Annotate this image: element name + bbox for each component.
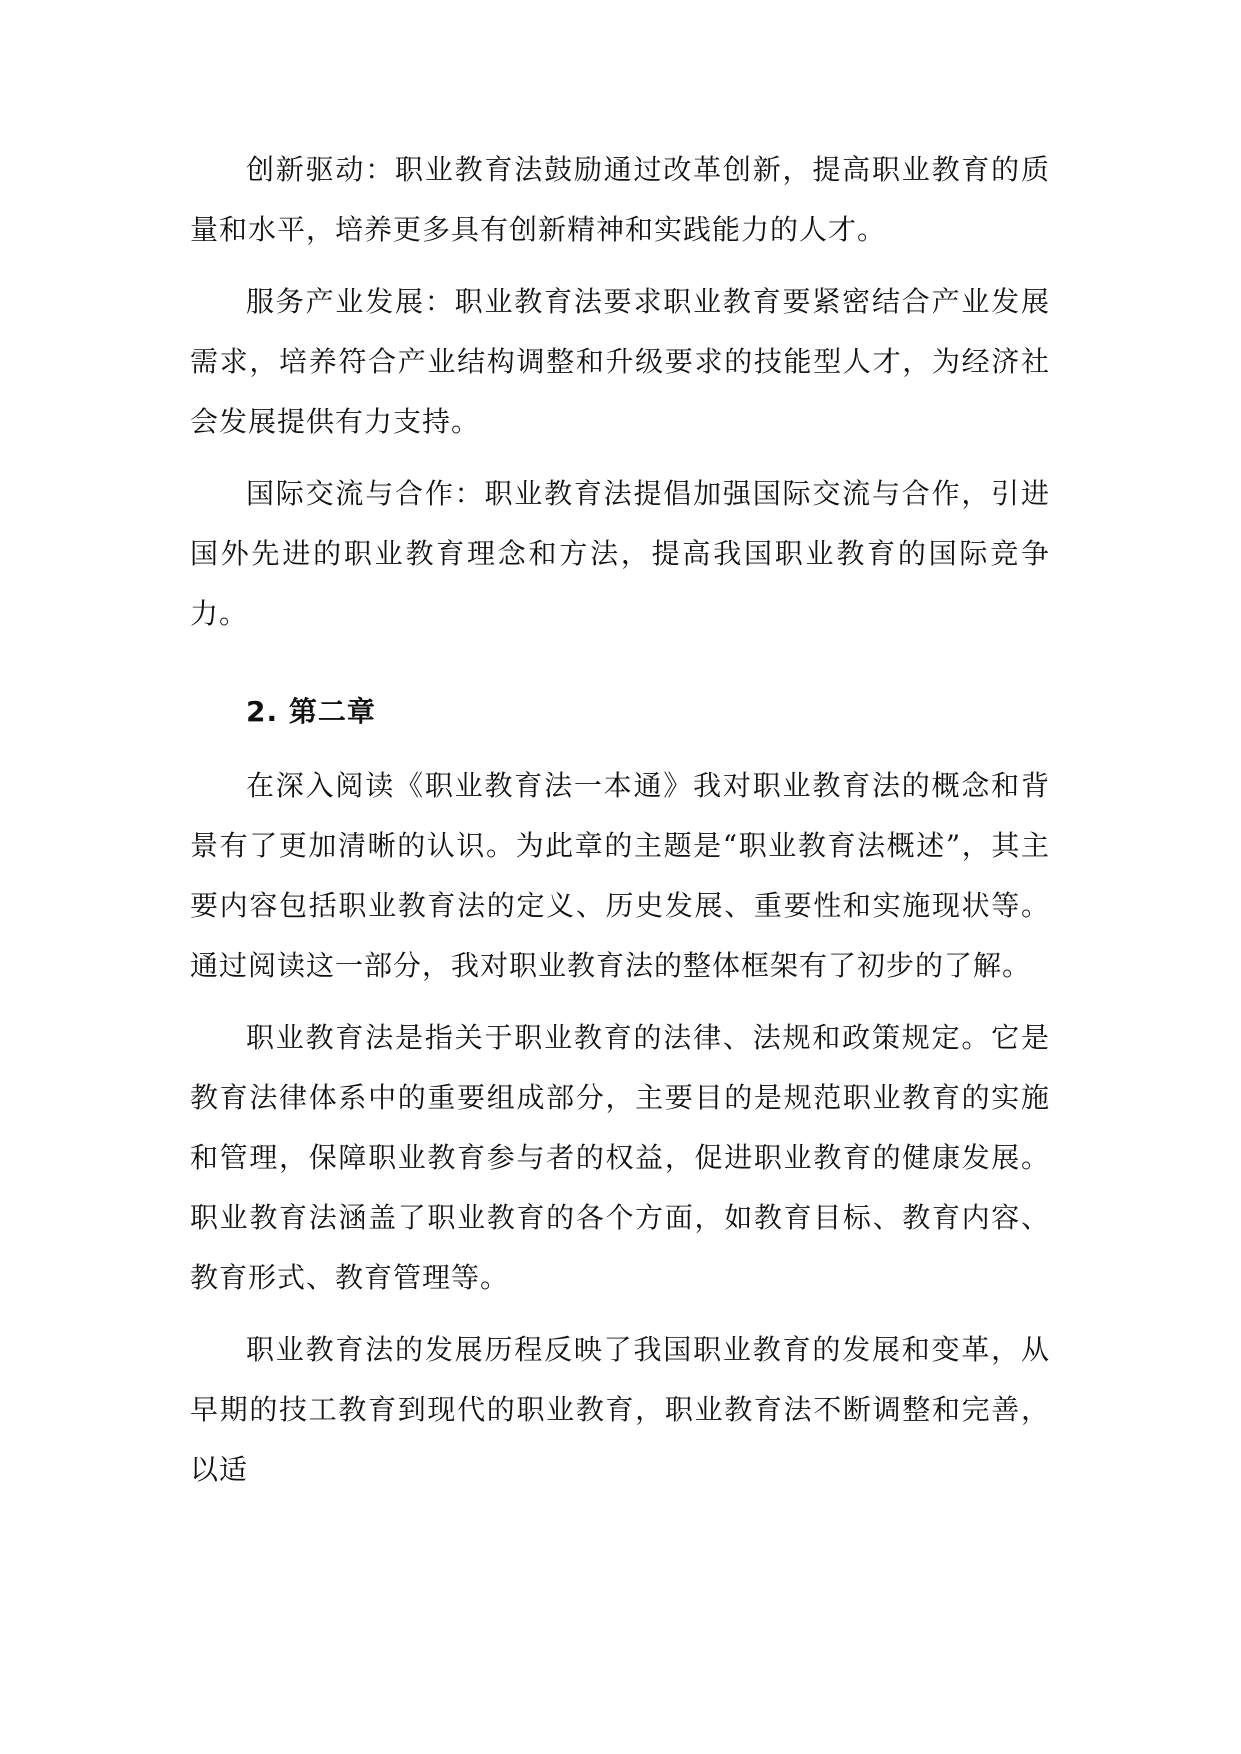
paragraph-reading-overview: 在深入阅读《职业教育法一本通》我对职业教育法的概念和背景有了更加清晰的认识。为此章的主题是“职业教育法概述”，其主要内容包括职业教育法的定义、历史发展、重要性和实施现状等。通过阅读这一部分，我对职业教育法的整体框架有了初步的了解。 xyxy=(190,769,1050,982)
paragraph-international-cooperation: 国际交流与合作：职业教育法提倡加强国际交流与合作，引进国外先进的职业教育理念和方法，提高我国职业教育的国际竞争力。 xyxy=(190,477,1050,630)
document-body xyxy=(190,140,1050,1500)
paragraph-law-definition: 职业教育法是指关于职业教育的法律、法规和政策规定。它是教育法律体系中的重要组成部分，主要目的是规范职业教育的实施和管理，保障职业教育参与者的权益，促进职业教育的健康发展。职业教育法涵盖了职业教育的各个方面，如教育目标、教育内容、教育形式、教育管理等。 xyxy=(190,1021,1050,1294)
paragraph-serve-industry: 服务产业发展：职业教育法要求职业教育要紧密结合产业发展需求，培养符合产业结构调整和升级要求的技能型人才，为经济社会发展提供有力支持。 xyxy=(190,285,1050,438)
paragraph-innovation-driven: 创新驱动：职业教育法鼓励通过改革创新，提高职业教育的质量和水平，培养更多具有创新精神和实践能力的人才。 xyxy=(190,153,1050,246)
chapter-heading: 2. 第二章 xyxy=(246,695,376,728)
paragraph-law-history: 职业教育法的发展历程反映了我国职业教育的发展和变革，从早期的技工教育到现代的职业教育，职业教育法不断调整和完善，以适 xyxy=(190,1333,1050,1486)
